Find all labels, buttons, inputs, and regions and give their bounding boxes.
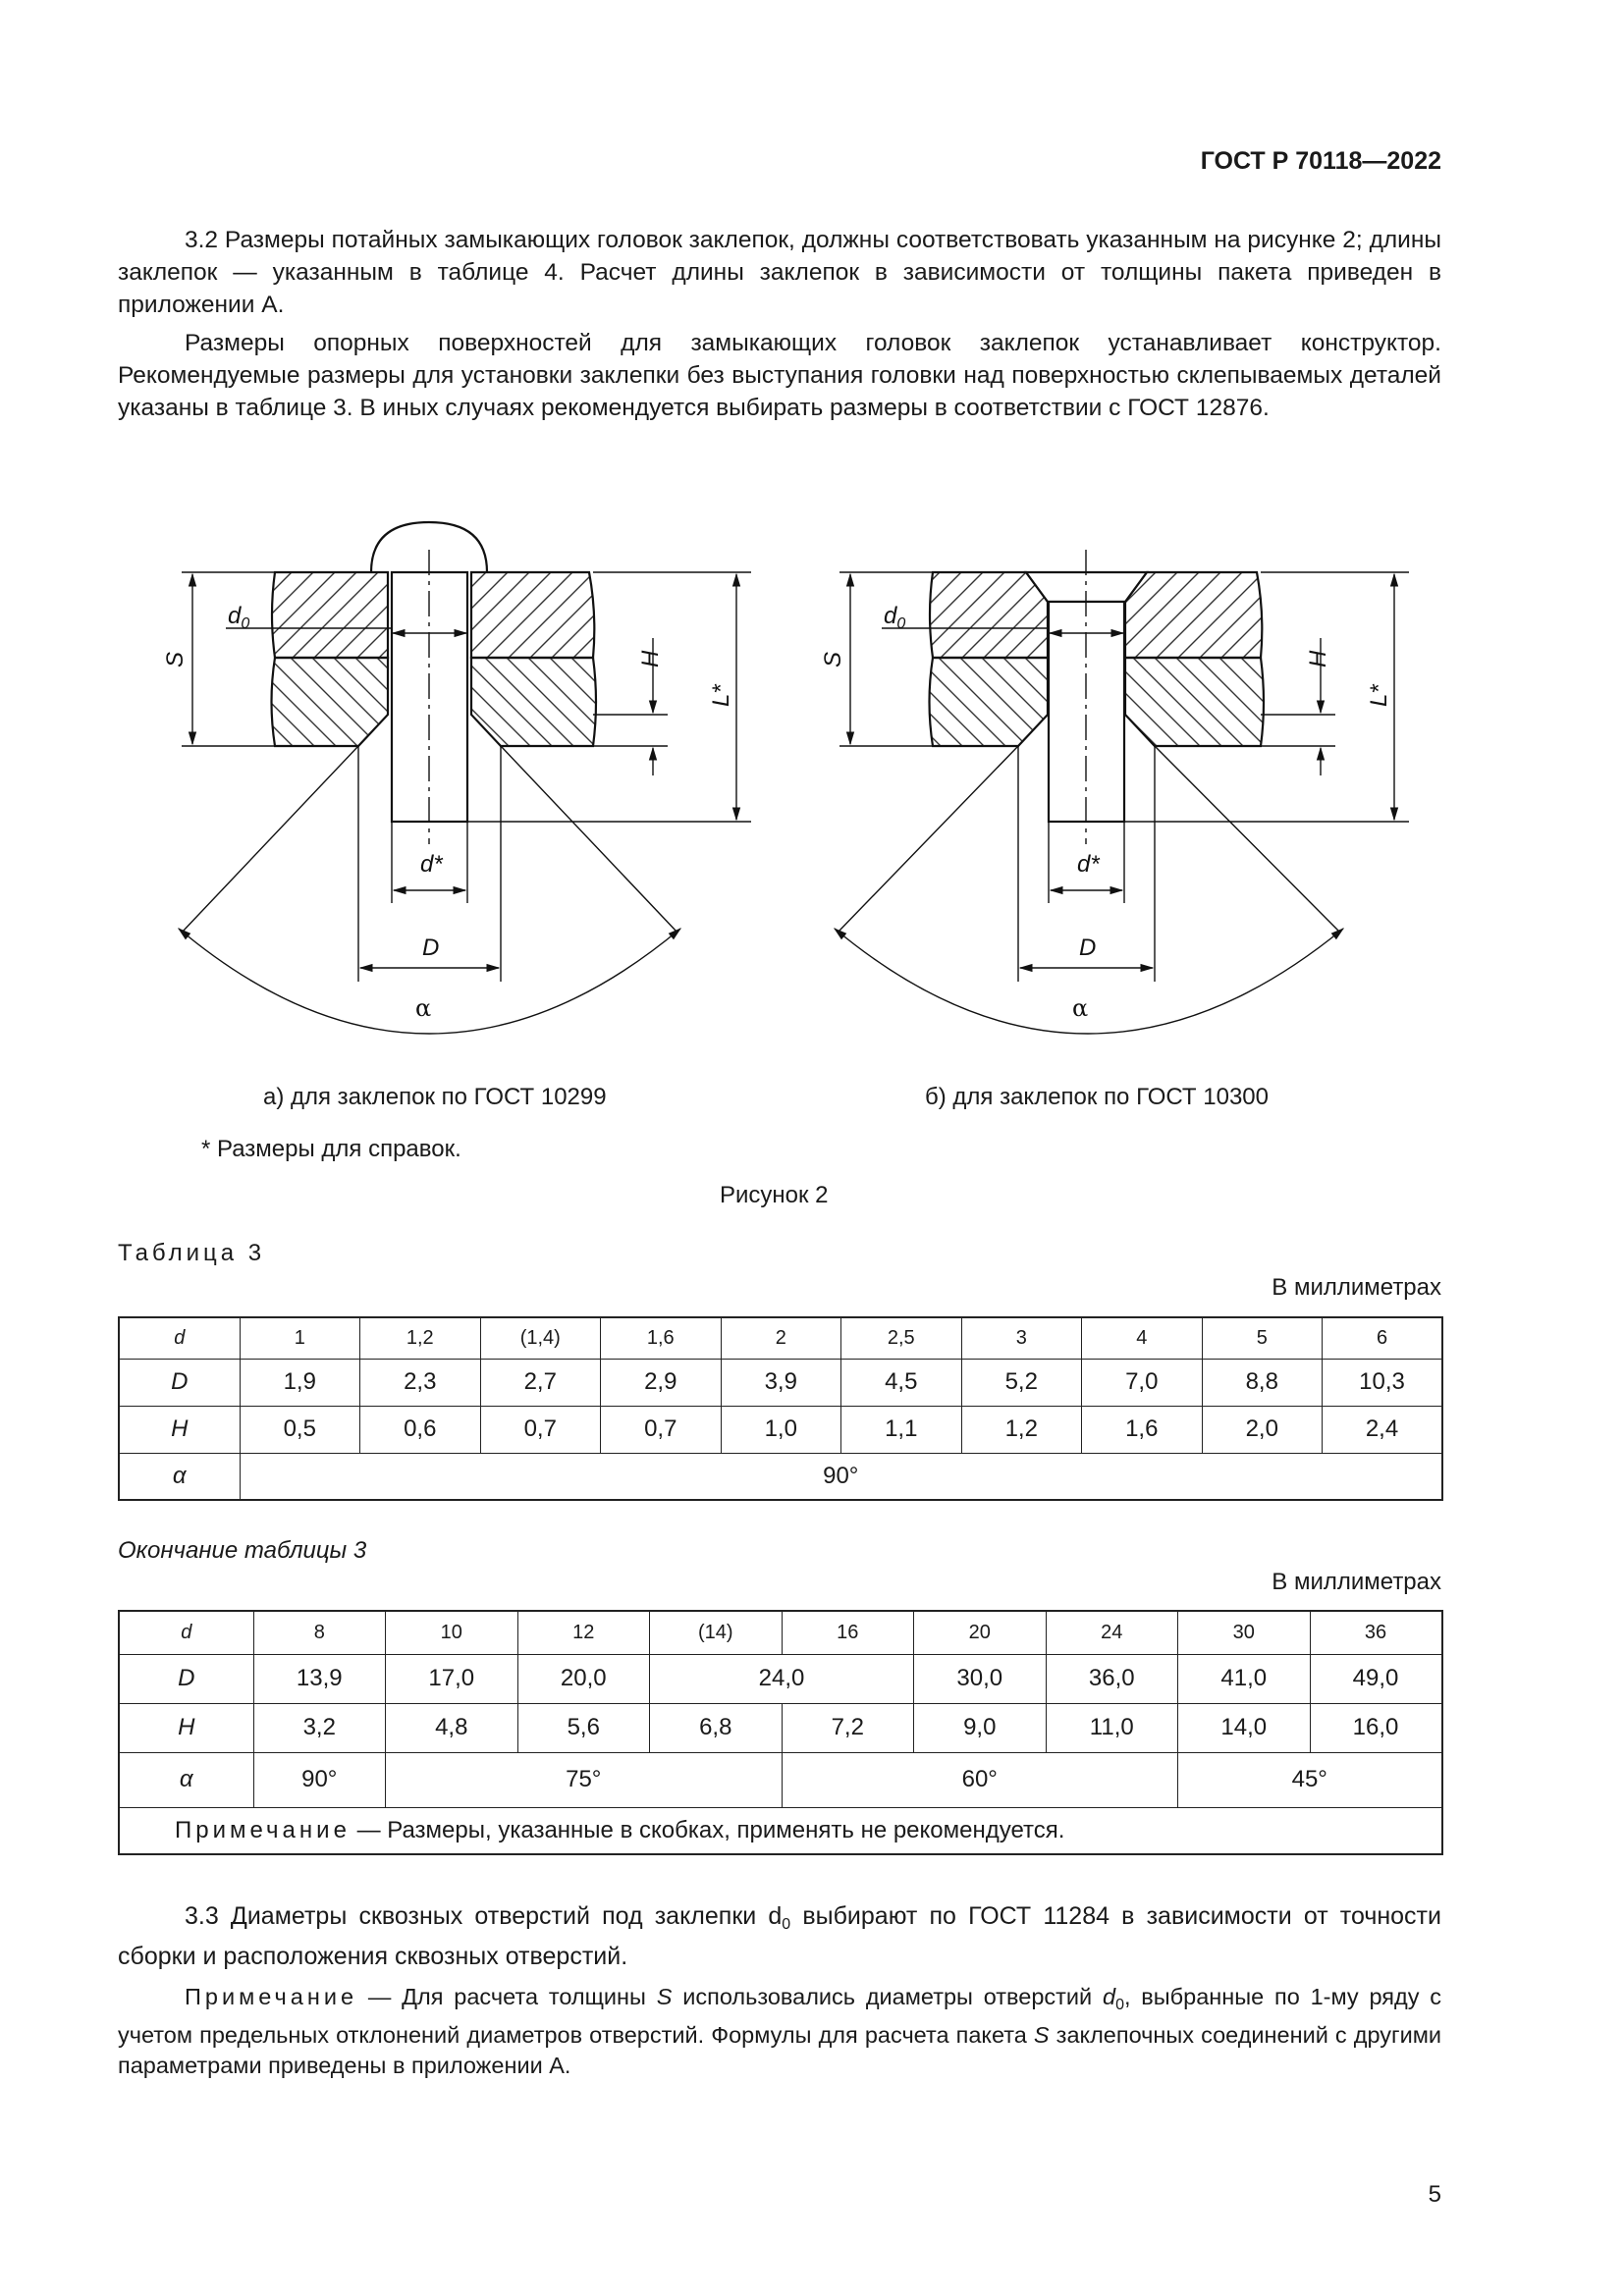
table-3-end-units: В миллиметрах [1272,1569,1441,1595]
table-cell: 2 [721,1317,841,1359]
table-cell: 1,6 [1082,1406,1203,1453]
table-cell: 0,7 [601,1406,722,1453]
label-h-b: H [1305,650,1331,667]
table-cell: 17,0 [386,1654,518,1703]
table-row-d [119,1317,1442,1359]
table-row-H [119,1406,1442,1453]
row-label: H [119,1406,240,1453]
table-cell: 49,0 [1310,1654,1442,1703]
label-alpha-a: α [415,994,432,1022]
table-3-title: Таблица 3 [118,1240,266,1266]
note-head: Примечание [175,1816,351,1843]
table-cell: 90° [240,1453,1442,1500]
row-label: α [119,1453,240,1500]
table-cell: 24,0 [650,1654,914,1703]
table-cell: 5 [1202,1317,1323,1359]
table-cell: 3 [961,1317,1082,1359]
label-l-b: L* [1366,684,1392,707]
table-cell: 1,9 [240,1359,360,1406]
table-cell: 0,5 [240,1406,360,1453]
note2-head: Примечание [185,1984,358,2009]
table-cell: 5,2 [961,1359,1082,1406]
figure-caption-b: б) для заклепок по ГОСТ 10300 [925,1084,1269,1110]
row-label: D [119,1654,253,1703]
table-cell: 36 [1310,1611,1442,1654]
table-cell: 4,5 [841,1359,962,1406]
note2-t2: использовались диаметры отверстий [672,1984,1103,2009]
table-cell: 1 [240,1317,360,1359]
table-note [119,1807,1442,1854]
table-cell: 1,1 [841,1406,962,1453]
table-cell: 8,8 [1202,1359,1323,1406]
row-label: α [119,1752,253,1807]
p33-sub: 0 [782,1916,791,1933]
table-cell: 75° [386,1752,783,1807]
table-cell: 1,2 [961,1406,1082,1453]
table-cell: 11,0 [1046,1703,1178,1752]
table-cell: 13,9 [253,1654,386,1703]
note-paragraph [118,1982,1441,2081]
table-cell: 12 [517,1611,650,1654]
label-alpha-b: α [1072,994,1089,1022]
paragraph-support-surfaces: Размеры опорных поверхностей для замыкающих головок заклепок устанавливает конструктор. Рекомендуемые размеры для установки заклепки без выступания головки над поверхностью склепываемых деталей указаны в таблице 3. В иных случаях рекомендуется выбирать размеры в соответствии с ГОСТ 12876. [118,330,1441,421]
table-cell: 36,0 [1046,1654,1178,1703]
figure-title: Рисунок 2 [720,1182,829,1208]
table-3-end [118,1610,1443,1855]
table-cell: 1,6 [601,1317,722,1359]
paragraph-3-3 [118,1900,1441,1973]
table-cell: 20 [914,1611,1047,1654]
note2-s2: S [1033,2022,1050,2048]
figure-caption-a: а) для заклепок по ГОСТ 10299 [263,1084,607,1110]
table-cell: 6,8 [650,1703,783,1752]
table-cell: 30 [1178,1611,1311,1654]
table-cell: 4,8 [386,1703,518,1752]
p33-text-a: 3.3 Диаметры сквозных отверстий под заклепки d [185,1902,783,1930]
table-cell: 6 [1323,1317,1443,1359]
table-cell: 0,6 [360,1406,481,1453]
row-label: d [119,1611,253,1654]
paragraph-3-2: 3.2 Размеры потайных замыкающих головок заклепок, должны соответствовать указанным на рисунке 2; длины заклепок — указанным в таблице 4. Расчет длины заклепок в зависимости от толщины пакета приведен в приложении А. [118,227,1441,318]
label-l-a: L* [708,684,734,707]
table-cell: 2,5 [841,1317,962,1359]
table-row-alpha [119,1453,1442,1500]
table-cell: 30,0 [914,1654,1047,1703]
table-note-row [119,1807,1442,1854]
table-cell: 20,0 [517,1654,650,1703]
note2-t4: заклепочных соединений с другими параметрами приведены в приложении А. [118,2022,1441,2078]
table-cell: 90° [253,1752,386,1807]
table-3-end-title: Окончание таблицы 3 [118,1537,367,1564]
figure-footnote: * Размеры для справок. [201,1136,461,1162]
label-D-a: D [422,934,440,961]
table-row-alpha [119,1752,1442,1807]
note2-s: S [656,1984,673,2009]
page-number: 5 [1428,2181,1441,2208]
label-dstar-b: d* [1077,851,1100,878]
label-d0-b: $d_0$ [884,603,906,632]
table-cell: 1,0 [721,1406,841,1453]
table-cell: 2,4 [1323,1406,1443,1453]
label-dstar-a: d* [420,851,443,878]
table-cell: 4 [1082,1317,1203,1359]
p33-text-b: выбирают по ГОСТ 11284 в зависимости от точности сборки и расположения сквозных отверстий. [118,1902,1441,1970]
table-cell: 0,7 [480,1406,601,1453]
row-label: D [119,1359,240,1406]
table-cell: (14) [650,1611,783,1654]
label-h-a: H [637,650,664,667]
table-cell: 10,3 [1323,1359,1443,1406]
table-cell: (1,4) [480,1317,601,1359]
drawing-a [179,522,751,1034]
table-cell: 2,3 [360,1359,481,1406]
table-cell: 45° [1178,1752,1442,1807]
table-row-d [119,1611,1442,1654]
table-3-units: В миллиметрах [1272,1274,1441,1301]
table-cell: 14,0 [1178,1703,1311,1752]
table-cell: 2,7 [480,1359,601,1406]
table-cell: 24 [1046,1611,1178,1654]
table-cell: 2,9 [601,1359,722,1406]
table-cell: 16 [782,1611,914,1654]
table-cell: 3,9 [721,1359,841,1406]
table-row-H [119,1703,1442,1752]
table-cell: 2,0 [1202,1406,1323,1453]
table-3 [118,1316,1443,1501]
table-row-D [119,1654,1442,1703]
table-cell: 5,6 [517,1703,650,1752]
table-cell: 10 [386,1611,518,1654]
label-s-a: S [162,651,189,667]
table-cell: 60° [782,1752,1178,1807]
label-d0-a: $d_0$ [228,603,250,632]
table-cell: 3,2 [253,1703,386,1752]
table-cell: 41,0 [1178,1654,1311,1703]
note2-t3: , выбранные по 1-му ряду с учетом предельных отклонений диаметров отверстий. Формулы для расчета пакета [118,1984,1442,2048]
table-cell: 16,0 [1310,1703,1442,1752]
drawing-b [835,550,1409,1034]
row-label: H [119,1703,253,1752]
document-code: ГОСТ Р 70118—2022 [1200,147,1441,175]
label-s-b: S [820,651,846,667]
figure-2-drawing [137,501,1414,1050]
table-cell: 9,0 [914,1703,1047,1752]
table-cell: 1,2 [360,1317,481,1359]
note2-t1: — Для расчета толщины [357,1984,657,2009]
row-label: d [119,1317,240,1359]
note-text: — Размеры, указанные в скобках, применять не рекомендуется. [350,1816,1065,1843]
label-D-b: D [1079,934,1097,961]
note2-sub: 0 [1115,1997,1124,2013]
table-cell: 7,0 [1082,1359,1203,1406]
table-row-D [119,1359,1442,1406]
table-cell: 8 [253,1611,386,1654]
table-cell: 7,2 [782,1703,914,1752]
note2-d: d [1102,1984,1116,2009]
